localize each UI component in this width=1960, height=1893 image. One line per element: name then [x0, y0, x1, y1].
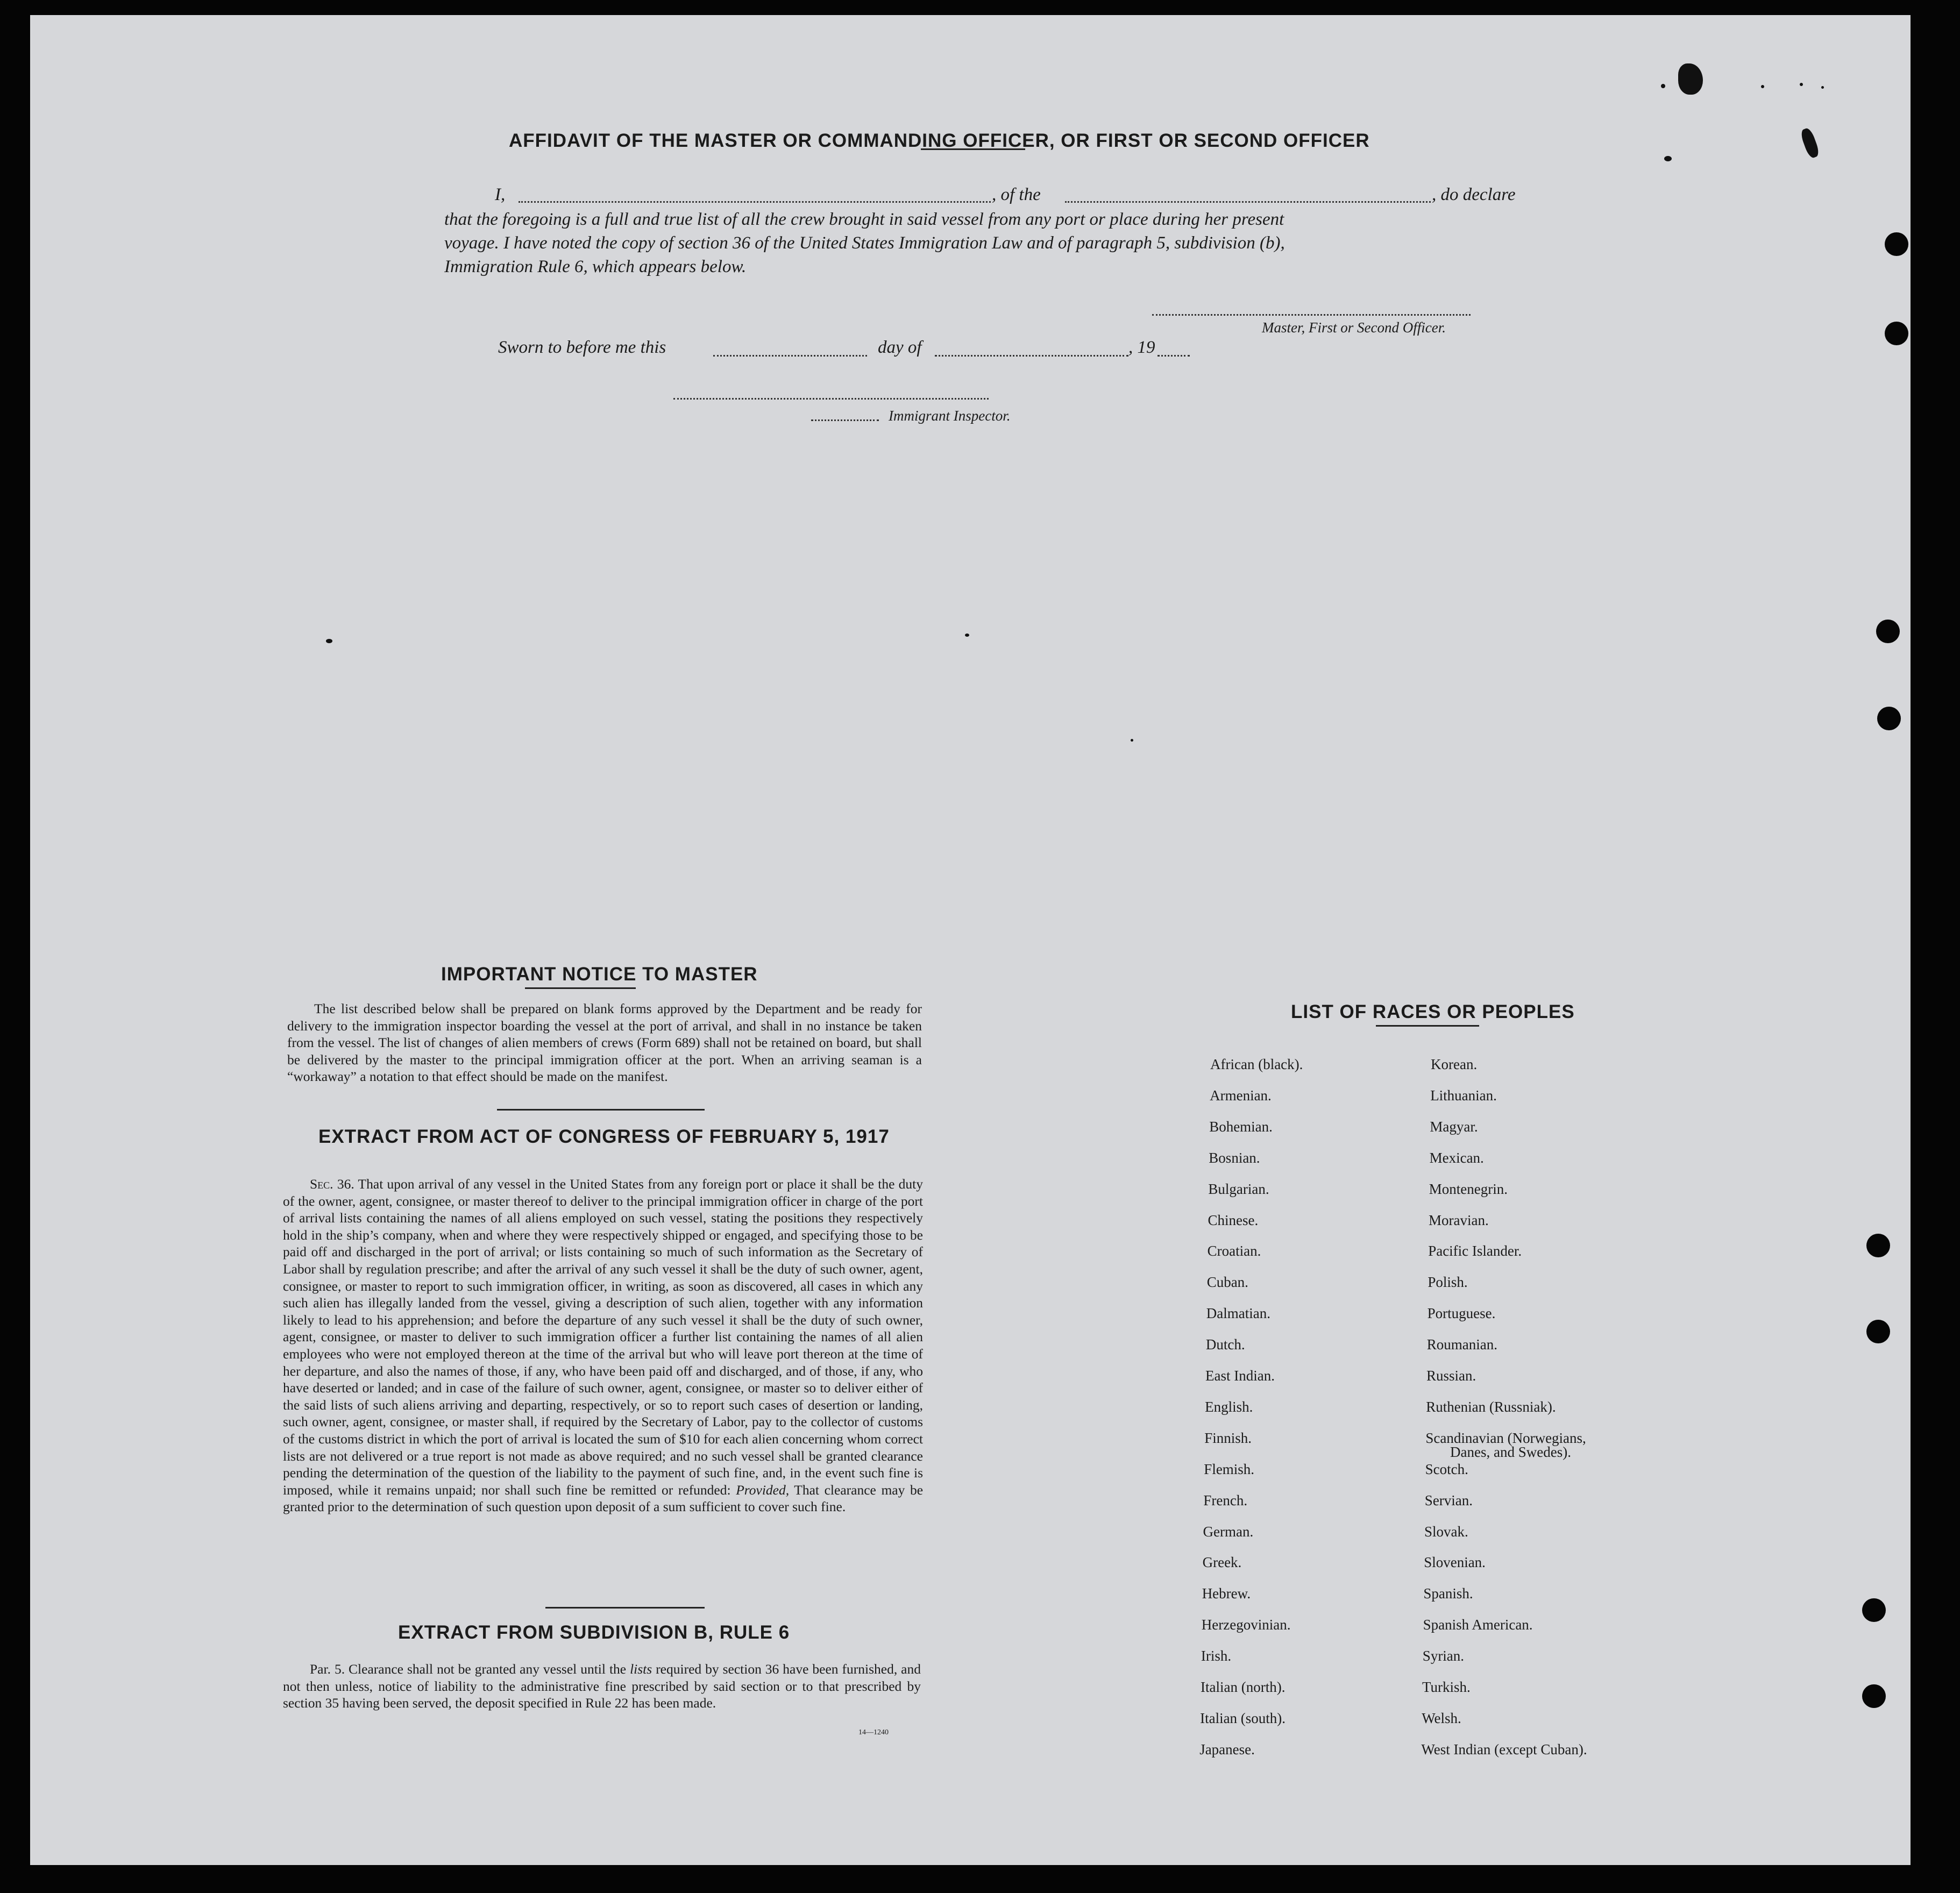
race-item: Italian (north).: [1201, 1679, 1286, 1695]
affidavit-i-label: I,: [495, 185, 506, 204]
race-item: Pacific Islander.: [1428, 1243, 1522, 1259]
act-title: EXTRACT FROM ACT OF CONGRESS OF FEBRUARY 5, 1917: [318, 1126, 890, 1147]
vessel-blank: [1065, 201, 1431, 203]
sworn-label: Sworn to before me this: [498, 338, 666, 357]
signature-blank: [1152, 314, 1471, 316]
race-item: Flemish.: [1204, 1461, 1255, 1477]
race-item: Bulgarian.: [1208, 1180, 1269, 1197]
punch-hole: [1885, 322, 1908, 345]
race-item: East Indian.: [1205, 1368, 1275, 1384]
race-item: Cuban.: [1206, 1274, 1248, 1291]
race-item: Welsh.: [1422, 1710, 1461, 1726]
sworn-month-blank: [935, 355, 1128, 357]
section-divider: [545, 1607, 705, 1609]
notice-divider: [525, 987, 636, 989]
ink-speck: [1664, 156, 1672, 161]
race-item: Hebrew.: [1202, 1585, 1251, 1602]
race-item: African (black).: [1210, 1056, 1303, 1072]
race-item: Croatian.: [1207, 1243, 1261, 1259]
race-item: Irish.: [1201, 1648, 1232, 1664]
affidavit-do-declare: , do declare: [1432, 185, 1516, 204]
document-page: [30, 15, 1911, 1865]
ink-speck: [1761, 85, 1764, 88]
race-item: Servian.: [1424, 1492, 1473, 1508]
race-item: Dutch.: [1205, 1336, 1245, 1353]
race-item: Syrian.: [1422, 1648, 1465, 1664]
inspector-lead-blank: [811, 419, 879, 421]
race-item: Korean.: [1431, 1056, 1478, 1072]
act-sec: Sec. 36.: [310, 1176, 354, 1192]
inspector-caption: Immigrant Inspector.: [889, 408, 1011, 424]
affidavit-title: AFFIDAVIT OF THE MASTER OR COMMANDING OFFICER, OR FIRST OR SECOND OFFICER: [509, 130, 1370, 151]
rule-text: Par. 5. Clearance shall not be granted any vessel until the lists required by section 36 have been furnished, and not then unless, notice of liability to the administrative fine prescribed by said section or to that prescribed by section 35 having been served, the deposit specified in Rule 22 has been made.: [283, 1661, 921, 1711]
ink-blot: [1799, 127, 1821, 159]
punch-hole: [1877, 707, 1901, 730]
day-of-label: day of: [878, 338, 922, 357]
title-divider: [921, 148, 1025, 150]
race-item: Spanish.: [1423, 1585, 1473, 1602]
race-item-continuation: Danes, and Swedes).: [1450, 1443, 1571, 1460]
ink-blot: [1678, 63, 1703, 95]
year-blank: [1157, 355, 1190, 357]
race-item: Scotch.: [1425, 1461, 1468, 1477]
race-item: Greek.: [1202, 1554, 1242, 1571]
affidavit-of-the: , of the: [992, 185, 1041, 204]
punch-hole: [1876, 620, 1900, 643]
year-label: , 19: [1128, 338, 1155, 357]
race-item: Herzegovinian.: [1201, 1617, 1291, 1633]
race-item: Lithuanian.: [1430, 1087, 1497, 1104]
race-item: French.: [1203, 1492, 1248, 1508]
sworn-day-blank: [713, 355, 867, 357]
race-item: Montenegrin.: [1429, 1180, 1508, 1197]
notice-text: The list described below shall be prepared on blank forms approved by the Department and be ready for delivery to the immigration inspector boarding the vessel at the port of arrival, and shall in no instance be taken from the vessel. The list of changes of alien members of crews (Form 689) shall not be retained on board, but shall be delivered by the master to the principal immigration officer at the port. When an arriving seaman is a “workaway” a notation to that effect should be made on the manifest.: [287, 1001, 922, 1085]
race-item: Spanish American.: [1423, 1617, 1533, 1633]
race-item: Chinese.: [1208, 1212, 1259, 1228]
punch-hole: [1862, 1684, 1886, 1708]
race-item: Ruthenian (Russniak).: [1426, 1398, 1556, 1415]
rule-title: EXTRACT FROM SUBDIVISION B, RULE 6: [398, 1622, 790, 1643]
inspector-signature-blank: [673, 398, 989, 400]
race-item: Bosnian.: [1209, 1149, 1260, 1166]
punch-hole: [1885, 232, 1908, 256]
race-item: Polish.: [1428, 1274, 1468, 1291]
punch-hole: [1862, 1598, 1886, 1622]
race-item: Magyar.: [1430, 1118, 1478, 1135]
race-item: Finnish.: [1204, 1429, 1252, 1446]
name-blank: [519, 201, 991, 203]
race-item: Armenian.: [1210, 1087, 1272, 1104]
race-item: German.: [1203, 1523, 1254, 1540]
race-item: English.: [1205, 1398, 1253, 1415]
ink-speck: [1661, 84, 1665, 88]
races-title: LIST OF RACES OR PEOPLES: [1291, 1001, 1575, 1022]
signature-caption: Master, First or Second Officer.: [1262, 319, 1446, 336]
race-item: Russian.: [1426, 1368, 1476, 1384]
race-item: Moravian.: [1429, 1212, 1489, 1228]
race-item: Dalmatian.: [1206, 1305, 1271, 1322]
race-item: Mexican.: [1429, 1149, 1484, 1166]
affidavit-line-2: that the foregoing is a full and true list of all the crew brought in said vessel from any port or place during her present: [444, 210, 1284, 229]
affidavit-line-4: Immigration Rule 6, which appears below.: [444, 257, 747, 276]
act-text: Sec. 36. That upon arrival of any vessel in the United States from any foreign port or place it shall be the duty of the owner, agent, consignee, or master thereof to deliver to the principal immigration officer in charge of the port of arrival lists containing the names of all aliens employed on such vessel, stating the positions they respectively hold in the ship’s company, when and where they were respectively shipped or engaged, and specifying those to be paid off and discharged in the port of arrival; or lists containing so much of such information as the Secretary of Labor shall by regulation prescribe; and after the arrival of any such vessel it shall be the duty of such owner, agent, consignee, or master to report to such immigration officer, in writing, as soon as discovered, all cases in which any such alien has illegally landed from the vessel, giving a description of such alien, together with any information likely to lead to his apprehension; and before the departure of any such vessel it shall be the duty of such owner, agent, consignee, or master to deliver to such immigration officer a further list containing the names of all alien employees who were not employed thereon at the time of the arrival but who will leave port thereon at the time of her departure, and also the names of those, if any, who have been paid off and discharged, and of those, if any, who have deserted or landed; and in case of the failure of such owner, agent, consignee, or master so to deliver either of the said lists of such aliens arriving and departing, respectively, or so to report such cases of desertion or landing, such owner, agent, consignee, or master shall, if required by the Secretary of Labor, pay to the collector of customs of the customs district in which the port of arrival is located the sum of $10 for each alien concerning whom correct lists are not delivered or a true report is not made as above required; and no such vessel shall be granted clearance pending the determination of the question of the liability to the payment of such fine, and, in the event such fine is imposed, while it remains unpaid; nor shall such fine be remitted or refunded: Provided, That clearance may be granted prior to the determination of such question upon deposit of a sum sufficient to cover such fine.: [283, 1176, 924, 1515]
ink-speck: [965, 634, 969, 637]
form-number: 14—1240: [858, 1728, 889, 1737]
ink-speck: [1800, 83, 1803, 86]
race-item: Slovak.: [1424, 1523, 1468, 1540]
punch-hole: [1866, 1234, 1890, 1257]
race-item: Turkish.: [1422, 1679, 1471, 1695]
ink-speck: [326, 639, 332, 643]
race-item: Roumanian.: [1426, 1336, 1498, 1353]
race-item: Portuguese.: [1427, 1305, 1496, 1322]
race-item: Slovenian.: [1424, 1554, 1486, 1571]
races-divider: [1376, 1025, 1479, 1027]
punch-hole: [1866, 1320, 1890, 1343]
section-divider: [497, 1109, 705, 1111]
race-item: Italian (south).: [1200, 1710, 1286, 1726]
race-item: Japanese.: [1199, 1741, 1255, 1757]
ink-speck: [1131, 739, 1133, 742]
race-item: West Indian (except Cuban).: [1421, 1741, 1587, 1757]
notice-title: IMPORTANT NOTICE TO MASTER: [441, 964, 758, 985]
ink-speck: [1821, 86, 1824, 89]
affidavit-line-3: voyage. I have noted the copy of section 36 of the United States Immigration Law and of paragraph 5, subdivision (b),: [444, 233, 1285, 253]
race-item: Bohemian.: [1209, 1118, 1273, 1135]
race-item: Scandinavian (Norwegians,: [1425, 1429, 1586, 1446]
